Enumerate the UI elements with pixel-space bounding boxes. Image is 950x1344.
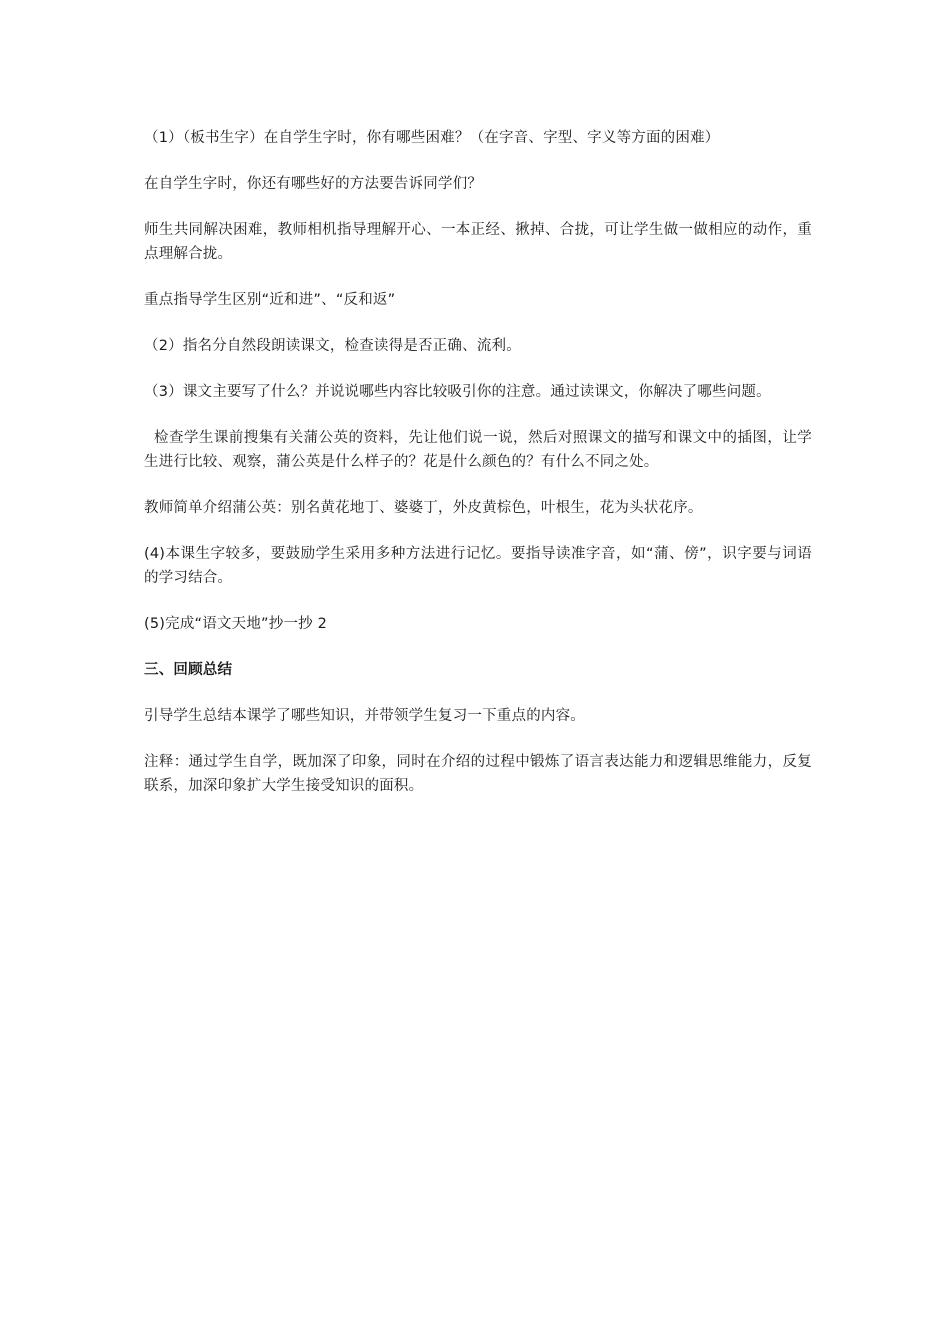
paragraph-2: 在自学生字时，你还有哪些好的方法要告诉同学们？ xyxy=(144,176,483,192)
paragraph-10: (5)完成“语文天地”抄一抄 2 xyxy=(144,616,328,632)
paragraph-5: （2）指名分自然段朗读课文，检查读得是否正确、流利。 xyxy=(144,338,521,354)
paragraph-6: （3）课文主要写了什么？并说说哪些内容比较吸引你的注意。通过读课文，你解决了哪些问题。 xyxy=(144,384,771,400)
paragraph-12: 引导学生总结本课学了哪些知识，并带领学生复习一下重点的内容。 xyxy=(144,708,585,724)
paragraph-1: （1）（板书生字）在自学生字时，你有哪些困难？（在字音、字型、字义等方面的困难） xyxy=(144,130,720,146)
paragraph-3: 师生共同解决困难，教师相机指导理解开心、一本正经、揪掉、合拢，可让学生做一做相应的动作，重点理解合拢。 xyxy=(144,222,812,262)
paragraph-13: 注释：通过学生自学，既加深了印象，同时在介绍的过程中锻炼了语言表达能力和逻辑思维能力，反复联系，加深印象扩大学生接受知识的面积。 xyxy=(144,754,812,794)
section-heading: 三、回顾总结 xyxy=(144,662,233,678)
paragraph-7: 检查学生课前搜集有关蒲公英的资料，先让他们说一说，然后对照课文的描写和课文中的插图，让学生进行比较、观察，蒲公英是什么样子的？花是什么颜色的？有什么不同之处。 xyxy=(144,430,812,470)
document-page xyxy=(144,126,812,820)
paragraph-4: 重点指导学生区别“近和进”、“反和返” xyxy=(144,292,396,308)
paragraph-8: 教师简单介绍蒲公英：别名黄花地丁、婆婆丁，外皮黄棕色，叶根生，花为头状花序。 xyxy=(144,500,703,516)
paragraph-9: (4)本课生字较多，要鼓励学生采用多种方法进行记忆。要指导读准字音，如“蒲、傍”，识字要与词语的学习结合。 xyxy=(144,546,812,586)
